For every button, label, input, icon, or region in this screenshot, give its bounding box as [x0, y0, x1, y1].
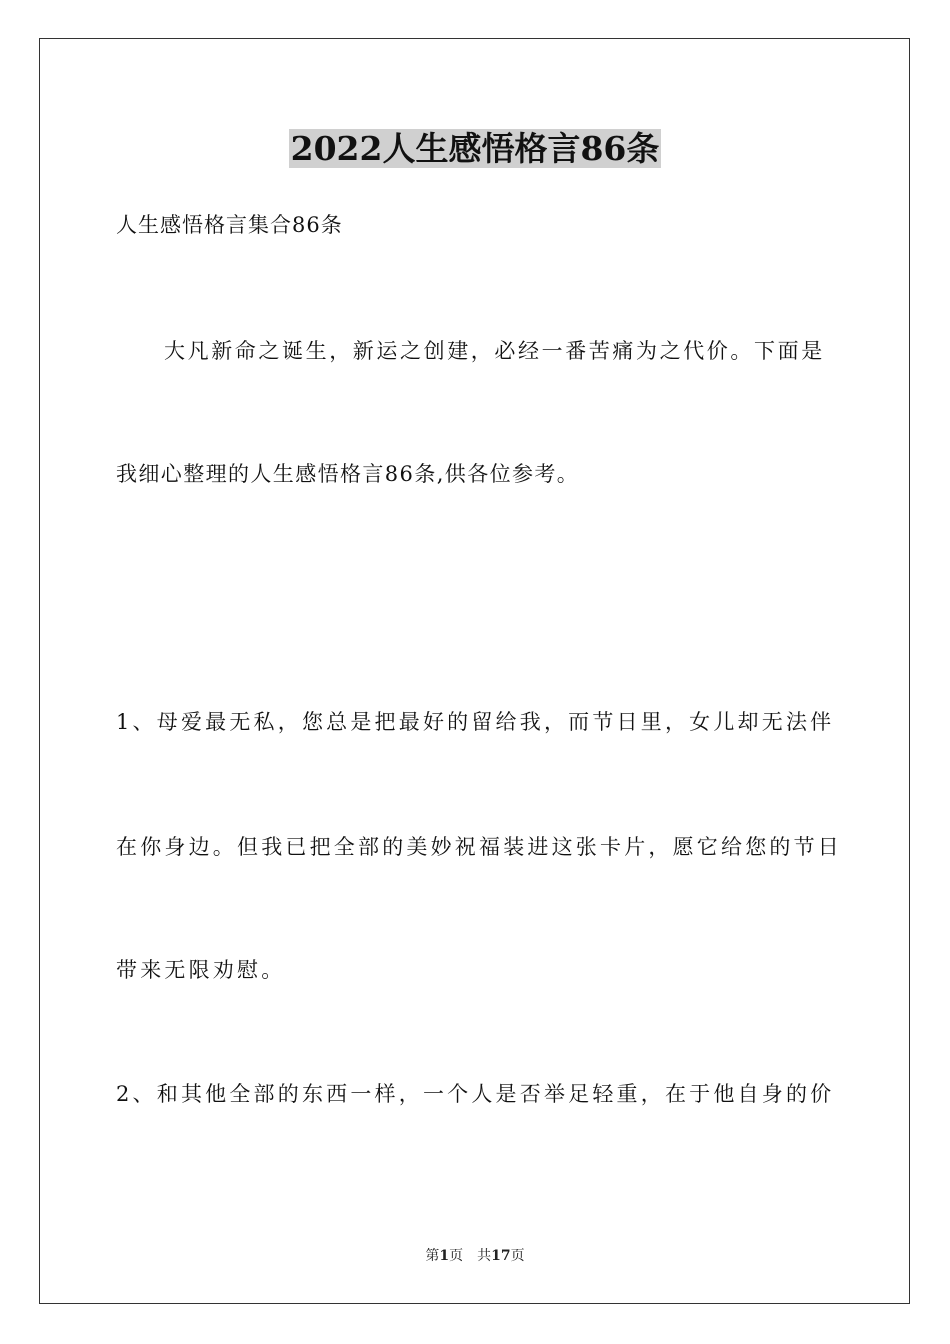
footer-page-suffix: 页 [449, 1248, 464, 1264]
footer-total-suffix: 页 [510, 1248, 525, 1264]
document-title [0, 126, 950, 172]
footer-total-pages: 17 [491, 1248, 511, 1264]
quote-1-line-1: 1、母爱最无私，您总是把最好的留给我，而节日里，女儿却无法伴 [116, 710, 835, 734]
document-subtitle: 人生感悟格言集合86条 [116, 213, 343, 237]
page-footer [0, 1246, 950, 1266]
intro-paragraph-line-2: 我细心整理的人生感悟格言86条,供各位参考。 [116, 462, 580, 486]
footer-page-prefix: 第 [425, 1248, 440, 1264]
footer-total-prefix: 共 [477, 1248, 492, 1264]
quote-1-line-2: 在你身边。但我已把全部的美妙祝福装进这张卡片，愿它给您的节日 [116, 835, 842, 859]
intro-paragraph-line-1: 大凡新命之诞生，新运之创建，必经一番苦痛为之代价。下面是 [164, 339, 825, 363]
footer-page-number: 1 [439, 1248, 450, 1264]
quote-1-line-3: 带来无限劝慰。 [116, 958, 286, 982]
document-title-text: 2022人生感悟格言86条 [290, 129, 660, 168]
quote-2-line-1: 2、和其他全部的东西一样，一个人是否举足轻重，在于他自身的价 [116, 1082, 835, 1106]
